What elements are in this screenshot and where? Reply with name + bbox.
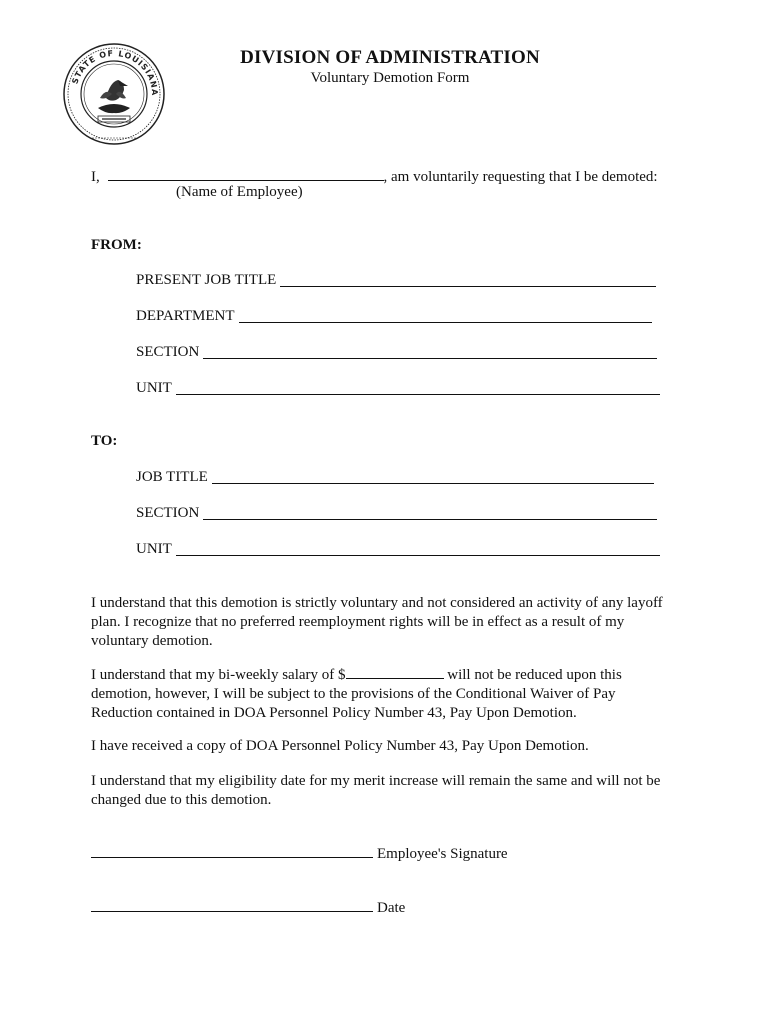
employee-signature-field[interactable] (91, 844, 373, 858)
date-field[interactable] (91, 898, 373, 912)
paragraph-merit (91, 772, 681, 810)
from-department-field[interactable] (239, 321, 652, 323)
to-unit-row (136, 541, 660, 558)
to-section-label: SECTION (136, 505, 200, 521)
from-job-title-row (136, 272, 656, 289)
employee-signature-label: Employee's Signature (377, 846, 508, 862)
paragraph-line: changed due to this demotion. (91, 792, 272, 808)
paragraph-line: I understand that this demotion is strictly voluntary and not considered an activity of any layoff (91, 595, 663, 611)
page-subtitle: Voluntary Demotion Form (310, 70, 470, 86)
intro-prefix: I, (91, 169, 100, 185)
intro-suffix: , am voluntarily requesting that I be demoted: (383, 169, 658, 185)
to-section-row (136, 505, 657, 522)
to-job-title-field[interactable] (212, 482, 654, 484)
paragraph-voluntary (91, 594, 681, 651)
intro-line (91, 166, 658, 186)
date-row (91, 898, 405, 917)
paragraph-line: Reduction contained in DOA Personnel Policy Number 43, Pay Upon Demotion. (91, 705, 577, 721)
svg-text:STATE OF LOUISIANA: STATE OF LOUISIANA (70, 48, 160, 97)
from-unit-label: UNIT (136, 380, 172, 396)
to-section-field[interactable] (203, 518, 657, 520)
paragraph-line: I have received a copy of DOA Personnel Policy Number 43, Pay Upon Demotion. (91, 738, 589, 754)
from-job-title-field[interactable] (280, 285, 656, 287)
paragraph-line: plan. I recognize that no preferred reemployment rights will be in effect as a result of my (91, 614, 625, 630)
from-department-label: DEPARTMENT (136, 308, 235, 324)
salary-prefix: I understand that my bi-weekly salary of $ (91, 667, 346, 683)
paragraph-salary (91, 665, 681, 723)
to-job-title-row (136, 469, 654, 486)
paragraph-line: voluntary demotion. (91, 633, 213, 649)
date-label: Date (377, 900, 406, 916)
salary-suffix: will not be reduced upon this (443, 667, 622, 683)
from-unit-row (136, 380, 660, 397)
from-section-row (136, 344, 657, 361)
page-title: DIVISION OF ADMINISTRATION (240, 47, 540, 68)
paragraph-line (91, 665, 681, 685)
to-heading: TO: (91, 433, 118, 449)
from-section-label: SECTION (136, 344, 200, 360)
name-caption: (Name of Employee) (176, 184, 303, 200)
from-department-row (136, 308, 652, 325)
from-heading: FROM: (91, 237, 142, 253)
employee-name-field[interactable] (108, 166, 384, 181)
to-unit-label: UNIT (136, 541, 172, 557)
paragraph-policy-copy (91, 737, 681, 756)
from-unit-field[interactable] (176, 393, 660, 395)
from-section-field[interactable] (203, 357, 657, 359)
salary-amount-field[interactable] (346, 665, 444, 679)
from-job-title-label: PRESENT JOB TITLE (136, 272, 277, 288)
employee-signature-row (91, 844, 508, 863)
to-job-title-label: JOB TITLE (136, 469, 208, 485)
paragraph-line: demotion, however, I will be subject to the provisions of the Conditional Waiver of Pay (91, 686, 616, 702)
to-unit-field[interactable] (176, 554, 660, 556)
paragraph-line: I understand that my eligibility date for my merit increase will remain the same and will not be (91, 773, 661, 789)
